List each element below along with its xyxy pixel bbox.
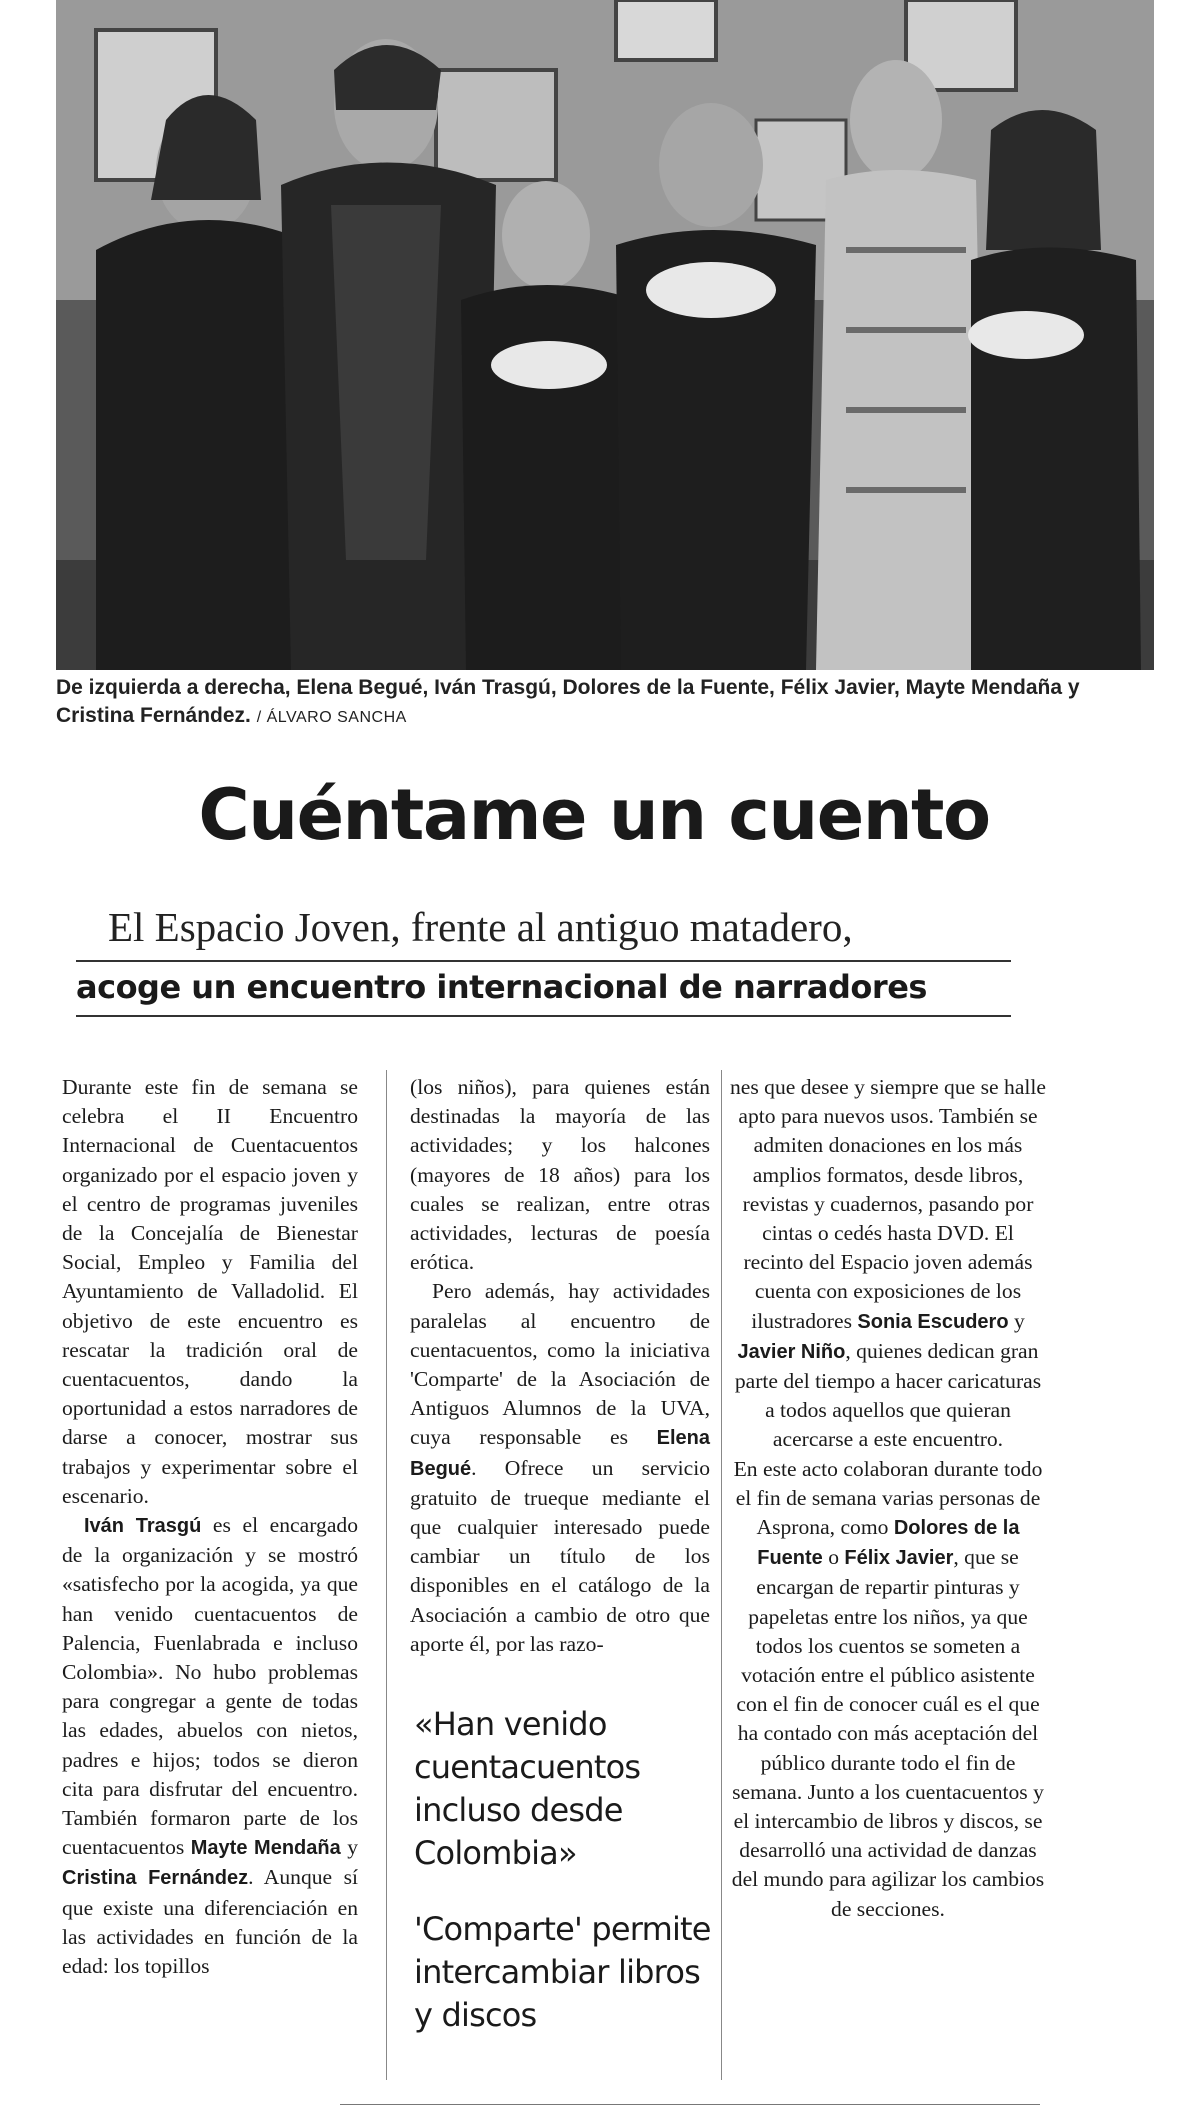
- person-name: Dolores de la Fuente: [757, 1517, 1020, 1570]
- deck-rule-top: [76, 960, 1011, 962]
- deck-rule-bottom: [76, 1015, 1011, 1017]
- group-photo: [56, 0, 1154, 670]
- photo-credit: / ÁLVARO SANCHA: [256, 709, 407, 726]
- paragraph: Iván Trasgú es el encargado de la organización y se mostró «satisfecho por la acogida, ya que han venido cuentacuentos de Palencia, Fuenlabrada e incluso Colombia». No hubo problemas para congregar a gente de todas las edades, abuelos con nietos, padres e hijos; todos se dieron cita para disfrutar del encuentro. También formaron parte de los cuentacuentos Mayte Mendaña y Cristina Fernández. Aunque sí que existe una diferenciación en las actividades en función de la edad: los topillos: [62, 1513, 358, 1979]
- person-name: Iván Trasgú: [84, 1515, 202, 1538]
- article-column-3: [730, 1073, 1046, 1924]
- deck-line-2: acoge un encuentro internacional de narradores: [76, 968, 927, 1006]
- person-name: Elena Begué: [410, 1427, 710, 1480]
- caption-text: De izquierda a derecha, Elena Begué, Iván Trasgú, Dolores de la Fuente, Félix Javier, Mayte Mendaña y Cristina Fernández.: [56, 676, 1080, 727]
- person-name: Sonia Escudero: [857, 1310, 1009, 1333]
- person-name: Mayte Mendaña: [190, 1837, 341, 1860]
- paragraph: nes que desee y siempre que se halle apto para nuevos usos. También se admiten donaciones en los más amplios formatos, desde libros, revistas y cuadernos, pasando por cintas o cedés hasta DVD. El recinto del Espacio joven además cuenta con exposiciones de los ilustradores Sonia Escudero y Javier Niño, quienes dedican gran parte del tiempo a hacer caricaturas a todos aquellos que quieran acercarse a este encuentro.: [730, 1075, 1046, 1452]
- headline: Cuéntame un cuento: [198, 774, 990, 856]
- paragraph: Pero además, hay actividades paralelas al encuentro de cuentacuentos, como la iniciativa 'Comparte' de la Asociación de Antiguos Alumnos de la UVA, cuya responsable es Elena Begué. Ofrece un servicio gratuito de trueque mediante el que cualquier interesado puede cambiar un título de los disponibles en el catálogo de la Asociación a cambio de otro que aporte él, por las razo-: [410, 1279, 710, 1656]
- paragraph: Durante este fin de semana se celebra el II Encuentro Internacional de Cuentacuentos organizado por el espacio joven y el centro de programas juveniles de la Concejalía de Bienestar Social, Empleo y Familia del Ayuntamiento de Valladolid. El objetivo de este encuentro es rescatar la tradición oral de cuentacuentos, dando la oportunidad a estos narradores de darse a conocer, mostrar sus trabajos y experimentar sobre el escenario.: [62, 1075, 358, 1508]
- group-photo-icon: [56, 0, 1154, 670]
- person-name: Cristina Fernández: [62, 1867, 249, 1890]
- column-divider-2: [721, 1070, 722, 2080]
- photo-caption: [56, 674, 1116, 732]
- pull-quote-1: «Han venido cuentacuentos incluso desde Colombia»: [414, 1705, 641, 1872]
- bottom-rule: [340, 2104, 1040, 2105]
- article-column-1: [62, 1073, 358, 1981]
- column-divider-1: [386, 1070, 387, 2080]
- paragraph: (los niños), para quienes están destinadas la mayoría de las actividades; y los halcones (mayores de 18 años) para los cuales se realizan, entre otras actividades, lecturas de poesía erótica.: [410, 1075, 710, 1275]
- paragraph: En este acto colaboran durante todo el fin de semana varias personas de Asprona, como Dolores de la Fuente o Félix Javier, que se encargan de repartir pinturas y papeletas entre los niños, ya que todos los cuentos se someten a votación entre el público asistente con el fin de conocer cuál es el que ha contado con más aceptación del público durante todo el fin de semana. Junto a los cuentacuentos y el intercambio de libros y discos, se desarrolló una actividad de danzas del mundo para agilizar los cambios de secciones.: [731, 1456, 1045, 1921]
- article-column-2: [410, 1073, 710, 1659]
- deck-line-1: El Espacio Joven, frente al antiguo matadero,: [108, 904, 853, 950]
- pull-quote-2: 'Comparte' permite intercambiar libros y discos: [414, 1910, 711, 2034]
- person-name: Javier Niño: [737, 1340, 846, 1363]
- person-name: Félix Javier: [844, 1547, 954, 1570]
